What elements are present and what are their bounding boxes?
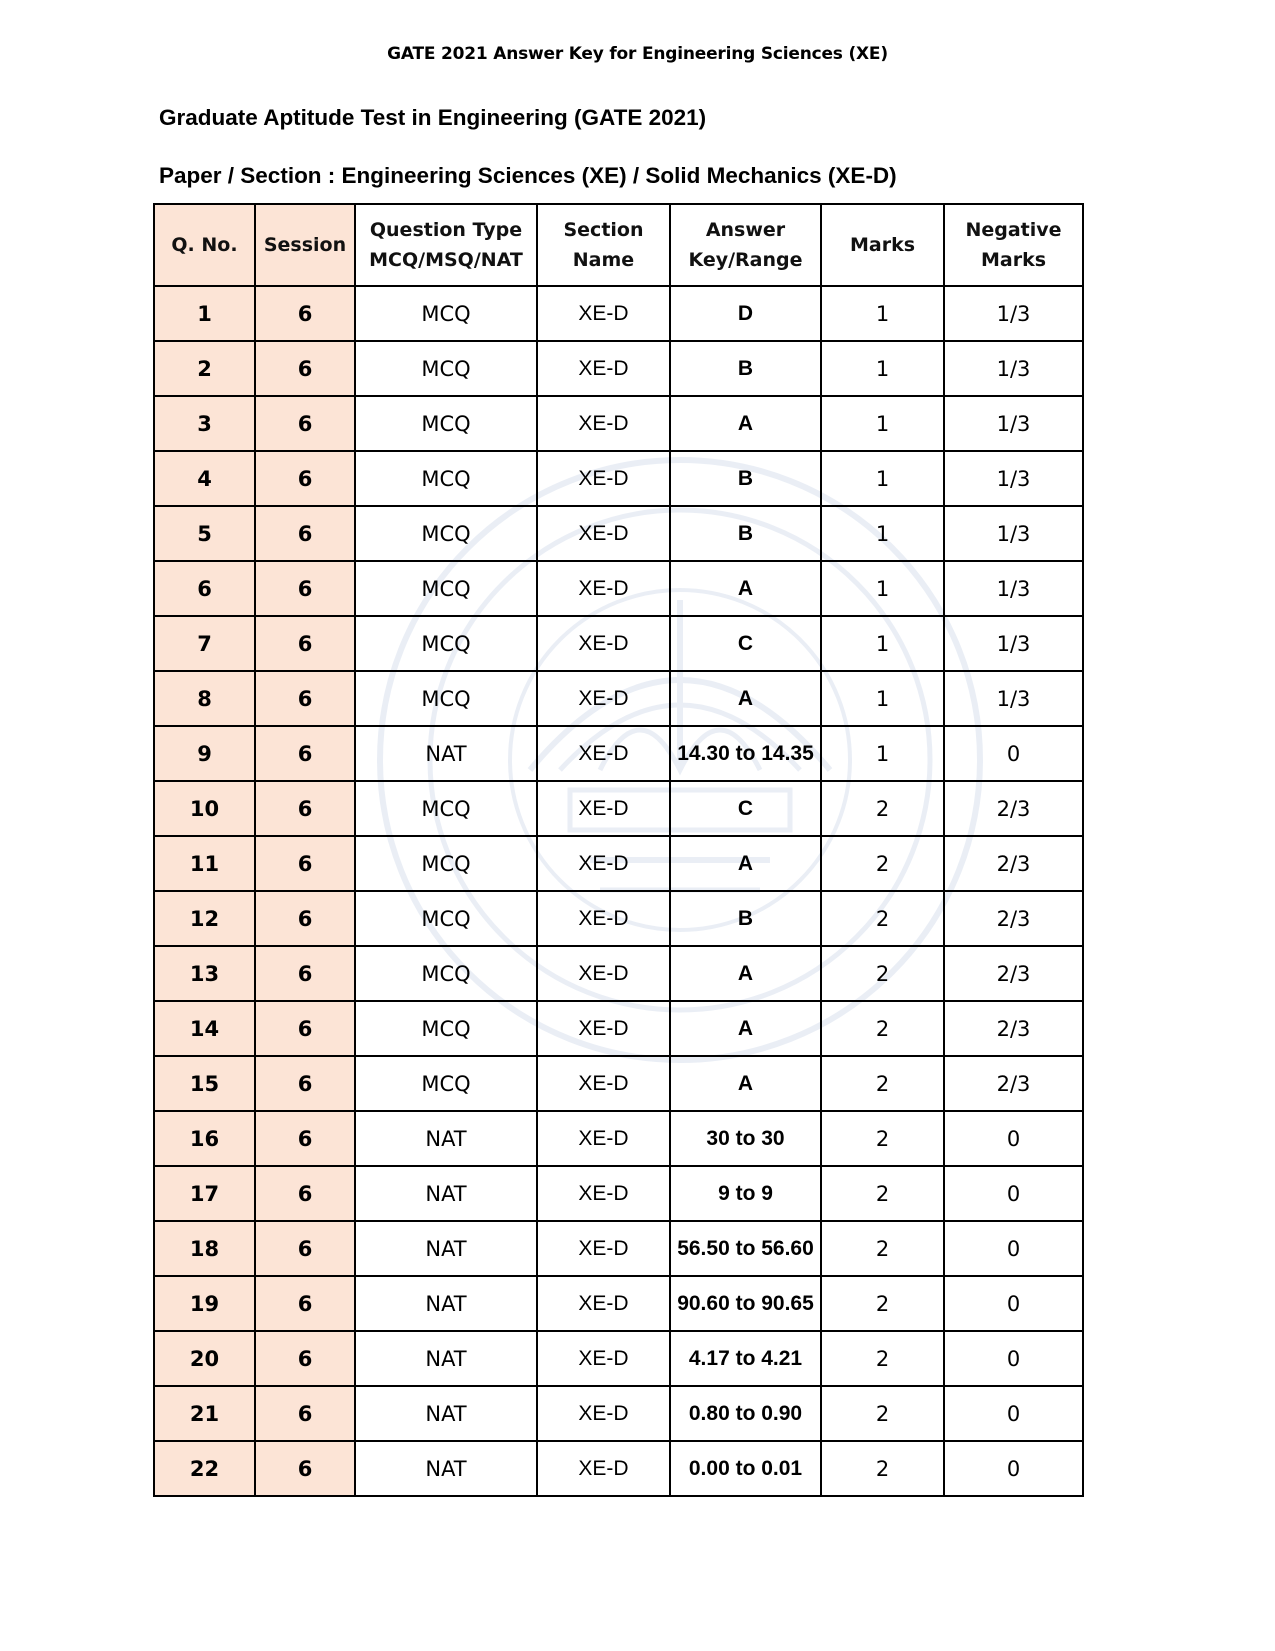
cell-answer-key: C [670, 781, 821, 836]
cell-qno: 20 [154, 1331, 255, 1386]
cell-negative-marks: 1/3 [944, 286, 1083, 341]
cell-session: 6 [255, 1276, 355, 1331]
cell-section-name: XE-D [537, 451, 670, 506]
document-header: GATE 2021 Answer Key for Engineering Sciences (XE) [387, 44, 888, 64]
cell-negative-marks: 0 [944, 1276, 1083, 1331]
cell-qno: 12 [154, 891, 255, 946]
cell-negative-marks: 2/3 [944, 1056, 1083, 1111]
cell-session: 6 [255, 451, 355, 506]
cell-question-type: MCQ [355, 561, 537, 616]
cell-question-type: MCQ [355, 1001, 537, 1056]
cell-negative-marks: 2/3 [944, 891, 1083, 946]
cell-question-type: MCQ [355, 671, 537, 726]
cell-negative-marks: 1/3 [944, 506, 1083, 561]
cell-section-name: XE-D [537, 286, 670, 341]
cell-negative-marks: 2/3 [944, 1001, 1083, 1056]
cell-section-name: XE-D [537, 1276, 670, 1331]
cell-section-name: XE-D [537, 1166, 670, 1221]
cell-marks: 1 [821, 726, 944, 781]
cell-question-type: MCQ [355, 451, 537, 506]
cell-session: 6 [255, 616, 355, 671]
cell-answer-key: A [670, 396, 821, 451]
cell-negative-marks: 1/3 [944, 561, 1083, 616]
cell-qno: 21 [154, 1386, 255, 1441]
cell-question-type: NAT [355, 1276, 537, 1331]
cell-section-name: XE-D [537, 1056, 670, 1111]
cell-section-name: XE-D [537, 891, 670, 946]
cell-answer-key: D [670, 286, 821, 341]
cell-section-name: XE-D [537, 836, 670, 891]
cell-marks: 2 [821, 1331, 944, 1386]
cell-answer-key: 4.17 to 4.21 [670, 1331, 821, 1386]
cell-negative-marks: 2/3 [944, 946, 1083, 1001]
cell-answer-key: A [670, 946, 821, 1001]
cell-marks: 2 [821, 836, 944, 891]
cell-qno: 9 [154, 726, 255, 781]
cell-question-type: MCQ [355, 616, 537, 671]
cell-marks: 2 [821, 1221, 944, 1276]
cell-session: 6 [255, 396, 355, 451]
cell-session: 6 [255, 1111, 355, 1166]
cell-section-name: XE-D [537, 671, 670, 726]
cell-answer-key: A [670, 1001, 821, 1056]
table-row [154, 506, 1083, 561]
answer-key-table [153, 203, 1084, 1497]
cell-session: 6 [255, 1221, 355, 1276]
cell-qno: 16 [154, 1111, 255, 1166]
cell-marks: 1 [821, 396, 944, 451]
cell-section-name: XE-D [537, 946, 670, 1001]
page-title: Graduate Aptitude Test in Engineering (GATE 2021) [159, 105, 707, 130]
cell-answer-key: A [670, 671, 821, 726]
cell-qno: 11 [154, 836, 255, 891]
cell-session: 6 [255, 1056, 355, 1111]
cell-qno: 18 [154, 1221, 255, 1276]
cell-qno: 14 [154, 1001, 255, 1056]
cell-question-type: MCQ [355, 341, 537, 396]
cell-negative-marks: 0 [944, 1386, 1083, 1441]
cell-session: 6 [255, 1001, 355, 1056]
cell-negative-marks: 0 [944, 1221, 1083, 1276]
table-row [154, 726, 1083, 781]
cell-session: 6 [255, 671, 355, 726]
cell-qno: 13 [154, 946, 255, 1001]
column-header-marks: Marks [821, 204, 944, 286]
cell-marks: 2 [821, 1001, 944, 1056]
cell-question-type: NAT [355, 1166, 537, 1221]
table-row [154, 946, 1083, 1001]
cell-question-type: MCQ [355, 286, 537, 341]
cell-negative-marks: 1/3 [944, 671, 1083, 726]
cell-session: 6 [255, 1386, 355, 1441]
cell-marks: 1 [821, 286, 944, 341]
cell-marks: 2 [821, 1111, 944, 1166]
table-row [154, 1221, 1083, 1276]
column-header-section-name: Section Name [537, 204, 670, 286]
cell-question-type: NAT [355, 1331, 537, 1386]
cell-section-name: XE-D [537, 341, 670, 396]
cell-section-name: XE-D [537, 561, 670, 616]
cell-answer-key: B [670, 451, 821, 506]
cell-qno: 19 [154, 1276, 255, 1331]
cell-marks: 1 [821, 616, 944, 671]
cell-session: 6 [255, 1441, 355, 1496]
cell-marks: 2 [821, 1056, 944, 1111]
cell-session: 6 [255, 836, 355, 891]
cell-session: 6 [255, 1166, 355, 1221]
cell-qno: 22 [154, 1441, 255, 1496]
cell-section-name: XE-D [537, 1386, 670, 1441]
cell-marks: 1 [821, 561, 944, 616]
section-title: Paper / Section : Engineering Sciences (XE) / Solid Mechanics (XE-D) [159, 163, 897, 188]
cell-answer-key: A [670, 836, 821, 891]
cell-negative-marks: 1/3 [944, 396, 1083, 451]
cell-section-name: XE-D [537, 726, 670, 781]
table-row [154, 286, 1083, 341]
cell-question-type: MCQ [355, 836, 537, 891]
table-row [154, 1276, 1083, 1331]
cell-marks: 2 [821, 781, 944, 836]
table-row [154, 616, 1083, 671]
cell-answer-key: A [670, 561, 821, 616]
table-row [154, 1001, 1083, 1056]
table-row [154, 451, 1083, 506]
cell-answer-key: 90.60 to 90.65 [670, 1276, 821, 1331]
cell-qno: 15 [154, 1056, 255, 1111]
cell-qno: 3 [154, 396, 255, 451]
cell-negative-marks: 1/3 [944, 451, 1083, 506]
cell-qno: 6 [154, 561, 255, 616]
column-header-answer-key: Answer Key/Range [670, 204, 821, 286]
cell-marks: 2 [821, 946, 944, 1001]
column-header-qno: Q. No. [154, 204, 255, 286]
cell-marks: 2 [821, 891, 944, 946]
cell-marks: 1 [821, 671, 944, 726]
cell-negative-marks: 0 [944, 1166, 1083, 1221]
cell-question-type: MCQ [355, 506, 537, 561]
cell-qno: 8 [154, 671, 255, 726]
table-row [154, 1331, 1083, 1386]
column-header-question-type: Question Type MCQ/MSQ/NAT [355, 204, 537, 286]
table-row [154, 781, 1083, 836]
cell-question-type: NAT [355, 1221, 537, 1276]
cell-section-name: XE-D [537, 506, 670, 561]
cell-section-name: XE-D [537, 781, 670, 836]
cell-question-type: NAT [355, 1441, 537, 1496]
table-row [154, 891, 1083, 946]
cell-marks: 2 [821, 1441, 944, 1496]
cell-answer-key: B [670, 506, 821, 561]
cell-negative-marks: 1/3 [944, 341, 1083, 396]
cell-session: 6 [255, 946, 355, 1001]
cell-marks: 1 [821, 341, 944, 396]
table-row [154, 561, 1083, 616]
cell-negative-marks: 0 [944, 1441, 1083, 1496]
cell-answer-key: B [670, 341, 821, 396]
cell-session: 6 [255, 561, 355, 616]
cell-qno: 2 [154, 341, 255, 396]
cell-answer-key: C [670, 616, 821, 671]
cell-section-name: XE-D [537, 1441, 670, 1496]
cell-question-type: NAT [355, 726, 537, 781]
cell-section-name: XE-D [537, 1001, 670, 1056]
table-row [154, 1441, 1083, 1496]
cell-negative-marks: 0 [944, 1111, 1083, 1166]
table-row [154, 341, 1083, 396]
table-row [154, 671, 1083, 726]
cell-negative-marks: 0 [944, 726, 1083, 781]
table-row [154, 1166, 1083, 1221]
column-header-session: Session [255, 204, 355, 286]
cell-question-type: MCQ [355, 396, 537, 451]
cell-section-name: XE-D [537, 1111, 670, 1166]
table-row [154, 396, 1083, 451]
cell-session: 6 [255, 506, 355, 561]
cell-question-type: MCQ [355, 946, 537, 1001]
cell-negative-marks: 2/3 [944, 836, 1083, 891]
cell-question-type: MCQ [355, 781, 537, 836]
cell-session: 6 [255, 341, 355, 396]
cell-qno: 4 [154, 451, 255, 506]
cell-marks: 2 [821, 1386, 944, 1441]
cell-marks: 1 [821, 506, 944, 561]
cell-qno: 7 [154, 616, 255, 671]
cell-qno: 1 [154, 286, 255, 341]
cell-question-type: MCQ [355, 891, 537, 946]
cell-answer-key: B [670, 891, 821, 946]
cell-qno: 17 [154, 1166, 255, 1221]
cell-session: 6 [255, 726, 355, 781]
cell-negative-marks: 1/3 [944, 616, 1083, 671]
table-row [154, 1056, 1083, 1111]
cell-section-name: XE-D [537, 396, 670, 451]
cell-question-type: MCQ [355, 1056, 537, 1111]
cell-session: 6 [255, 286, 355, 341]
cell-answer-key: 30 to 30 [670, 1111, 821, 1166]
cell-qno: 10 [154, 781, 255, 836]
cell-answer-key: 0.80 to 0.90 [670, 1386, 821, 1441]
cell-answer-key: 9 to 9 [670, 1166, 821, 1221]
cell-qno: 5 [154, 506, 255, 561]
cell-section-name: XE-D [537, 616, 670, 671]
cell-negative-marks: 2/3 [944, 781, 1083, 836]
cell-question-type: NAT [355, 1111, 537, 1166]
column-header-negative-marks: Negative Marks [944, 204, 1083, 286]
cell-session: 6 [255, 1331, 355, 1386]
cell-section-name: XE-D [537, 1221, 670, 1276]
cell-marks: 2 [821, 1166, 944, 1221]
table-row [154, 1386, 1083, 1441]
cell-section-name: XE-D [537, 1331, 670, 1386]
cell-question-type: NAT [355, 1386, 537, 1441]
cell-answer-key: A [670, 1056, 821, 1111]
table-header-row [154, 204, 1083, 286]
cell-marks: 1 [821, 451, 944, 506]
cell-session: 6 [255, 781, 355, 836]
cell-session: 6 [255, 891, 355, 946]
table-row [154, 836, 1083, 891]
cell-negative-marks: 0 [944, 1331, 1083, 1386]
cell-answer-key: 56.50 to 56.60 [670, 1221, 821, 1276]
table-row [154, 1111, 1083, 1166]
cell-answer-key: 0.00 to 0.01 [670, 1441, 821, 1496]
cell-marks: 2 [821, 1276, 944, 1331]
cell-answer-key: 14.30 to 14.35 [670, 726, 821, 781]
